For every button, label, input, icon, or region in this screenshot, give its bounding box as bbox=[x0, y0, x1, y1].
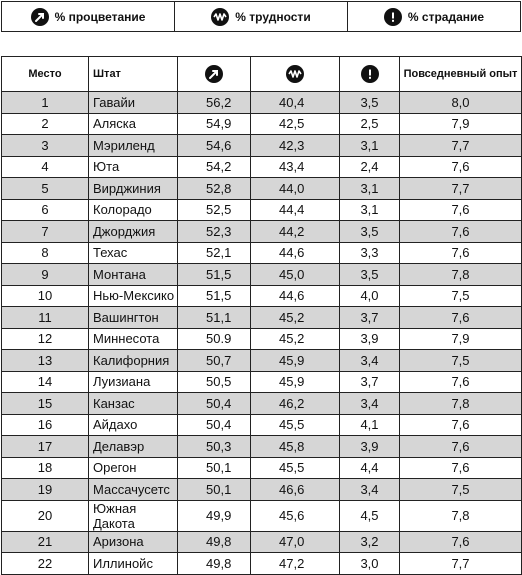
thriving-cell: 54,9 bbox=[178, 113, 251, 135]
state-cell: Луизиана bbox=[89, 371, 178, 393]
table-row bbox=[2, 414, 522, 436]
state-cell: Орегон bbox=[89, 457, 178, 479]
state-cell: Колорадо bbox=[89, 199, 178, 221]
thriving-cell: 49,8 bbox=[178, 553, 251, 575]
header-thriving bbox=[178, 57, 251, 92]
struggling-cell: 46,6 bbox=[251, 479, 340, 501]
suffering-cell: 4,0 bbox=[340, 285, 400, 307]
table-row bbox=[2, 221, 522, 243]
rank-cell: 13 bbox=[2, 350, 89, 372]
legend-label-suffering: % страдание bbox=[407, 9, 485, 24]
thriving-cell: 49,8 bbox=[178, 531, 251, 553]
rank-cell: 18 bbox=[2, 457, 89, 479]
rank-cell: 10 bbox=[2, 285, 89, 307]
struggling-cell: 45,9 bbox=[251, 371, 340, 393]
state-cell: Калифорния bbox=[89, 350, 178, 372]
suffering-cell: 3,3 bbox=[340, 242, 400, 264]
struggling-cell: 42,5 bbox=[251, 113, 340, 135]
suffering-cell: 3,1 bbox=[340, 199, 400, 221]
thriving-cell: 50,1 bbox=[178, 479, 251, 501]
state-cell: Вирджиния bbox=[89, 178, 178, 200]
thriving-cell: 50.9 bbox=[178, 328, 251, 350]
suffering-cell: 3,1 bbox=[340, 135, 400, 157]
struggling-cell: 43,4 bbox=[251, 156, 340, 178]
state-cell: Иллинойс bbox=[89, 553, 178, 575]
state-cell: Джорджия bbox=[89, 221, 178, 243]
rank-cell: 11 bbox=[2, 307, 89, 329]
thriving-cell: 52,8 bbox=[178, 178, 251, 200]
state-cell: Монтана bbox=[89, 264, 178, 286]
thriving-icon bbox=[205, 65, 223, 83]
daily-experience-cell: 7,6 bbox=[400, 199, 522, 221]
state-cell: Мэриленд bbox=[89, 135, 178, 157]
daily-experience-cell: 7,6 bbox=[400, 436, 522, 458]
table-row bbox=[2, 178, 522, 200]
state-cell: Миннесота bbox=[89, 328, 178, 350]
daily-experience-cell: 7,6 bbox=[400, 371, 522, 393]
struggling-cell: 47,2 bbox=[251, 553, 340, 575]
table-row bbox=[2, 328, 522, 350]
daily-experience-cell: 7,7 bbox=[400, 135, 522, 157]
legend-item-thriving bbox=[2, 2, 174, 31]
struggling-cell: 42,3 bbox=[251, 135, 340, 157]
daily-experience-cell: 7,6 bbox=[400, 242, 522, 264]
thriving-cell: 52,3 bbox=[178, 221, 251, 243]
struggling-cell: 44,0 bbox=[251, 178, 340, 200]
state-cell: Нью-Мексико bbox=[89, 285, 178, 307]
state-cell: Техас bbox=[89, 242, 178, 264]
table-row bbox=[2, 264, 522, 286]
thriving-cell: 52,1 bbox=[178, 242, 251, 264]
struggling-cell: 47,0 bbox=[251, 531, 340, 553]
rank-cell: 15 bbox=[2, 393, 89, 415]
suffering-cell: 3,7 bbox=[340, 371, 400, 393]
rank-cell: 2 bbox=[2, 113, 89, 135]
daily-experience-cell: 7,8 bbox=[400, 500, 522, 531]
table-row bbox=[2, 500, 522, 531]
daily-experience-cell: 7,6 bbox=[400, 221, 522, 243]
struggling-cell: 46,2 bbox=[251, 393, 340, 415]
struggling-cell: 45,0 bbox=[251, 264, 340, 286]
daily-experience-cell: 7,9 bbox=[400, 113, 522, 135]
header-state: Штат bbox=[89, 57, 178, 92]
struggling-cell: 44,6 bbox=[251, 242, 340, 264]
suffering-cell: 2,5 bbox=[340, 113, 400, 135]
header-daily-experience: Повседневный опыт bbox=[400, 57, 522, 92]
thriving-cell: 50,1 bbox=[178, 457, 251, 479]
suffering-cell: 3,4 bbox=[340, 393, 400, 415]
table-row bbox=[2, 436, 522, 458]
table-row bbox=[2, 156, 522, 178]
thriving-cell: 54,2 bbox=[178, 156, 251, 178]
daily-experience-cell: 7,6 bbox=[400, 414, 522, 436]
daily-experience-cell: 7,9 bbox=[400, 328, 522, 350]
thriving-cell: 50,5 bbox=[178, 371, 251, 393]
struggling-cell: 44,4 bbox=[251, 199, 340, 221]
suffering-cell: 3,4 bbox=[340, 479, 400, 501]
struggling-cell: 45,9 bbox=[251, 350, 340, 372]
suffering-cell: 4,5 bbox=[340, 500, 400, 531]
rank-cell: 1 bbox=[2, 92, 89, 114]
rank-cell: 12 bbox=[2, 328, 89, 350]
struggling-cell: 45,5 bbox=[251, 457, 340, 479]
rank-cell: 5 bbox=[2, 178, 89, 200]
suffering-icon bbox=[384, 8, 402, 26]
suffering-cell: 3,5 bbox=[340, 264, 400, 286]
table-row bbox=[2, 113, 522, 135]
header-struggling bbox=[251, 57, 340, 92]
suffering-cell: 3,4 bbox=[340, 350, 400, 372]
suffering-cell: 3,0 bbox=[340, 553, 400, 575]
table-row bbox=[2, 307, 522, 329]
legend-label-struggling: % трудности bbox=[235, 9, 311, 24]
suffering-cell: 3,5 bbox=[340, 221, 400, 243]
table-row bbox=[2, 393, 522, 415]
state-cell: Южная Дакота bbox=[89, 500, 178, 531]
struggling-icon bbox=[211, 8, 229, 26]
daily-experience-cell: 7,5 bbox=[400, 285, 522, 307]
state-cell: Аляска bbox=[89, 113, 178, 135]
suffering-cell: 3,2 bbox=[340, 531, 400, 553]
header-suffering bbox=[340, 57, 400, 92]
state-cell: Канзас bbox=[89, 393, 178, 415]
thriving-icon bbox=[31, 8, 49, 26]
state-cell: Юта bbox=[89, 156, 178, 178]
state-cell: Гавайи bbox=[89, 92, 178, 114]
thriving-cell: 51,5 bbox=[178, 264, 251, 286]
suffering-cell: 3,5 bbox=[340, 92, 400, 114]
table-row bbox=[2, 457, 522, 479]
struggling-cell: 40,4 bbox=[251, 92, 340, 114]
daily-experience-cell: 7,5 bbox=[400, 479, 522, 501]
daily-experience-cell: 7,6 bbox=[400, 307, 522, 329]
thriving-cell: 50,3 bbox=[178, 436, 251, 458]
daily-experience-cell: 8,0 bbox=[400, 92, 522, 114]
table-row bbox=[2, 479, 522, 501]
table-row bbox=[2, 285, 522, 307]
rank-cell: 9 bbox=[2, 264, 89, 286]
state-cell: Делавэр bbox=[89, 436, 178, 458]
thriving-cell: 52,5 bbox=[178, 199, 251, 221]
thriving-cell: 50,4 bbox=[178, 414, 251, 436]
struggling-icon bbox=[286, 65, 304, 83]
struggling-cell: 45,6 bbox=[251, 500, 340, 531]
thriving-cell: 51,5 bbox=[178, 285, 251, 307]
suffering-cell: 4,1 bbox=[340, 414, 400, 436]
rank-cell: 8 bbox=[2, 242, 89, 264]
rank-cell: 22 bbox=[2, 553, 89, 575]
thriving-cell: 54,6 bbox=[178, 135, 251, 157]
struggling-cell: 44,6 bbox=[251, 285, 340, 307]
daily-experience-cell: 7,6 bbox=[400, 531, 522, 553]
daily-experience-cell: 7,6 bbox=[400, 457, 522, 479]
state-wellbeing-table bbox=[1, 56, 522, 575]
suffering-cell: 2,4 bbox=[340, 156, 400, 178]
table-row bbox=[2, 242, 522, 264]
state-cell: Вашингтон bbox=[89, 307, 178, 329]
legend-label-thriving: % процветание bbox=[54, 9, 146, 24]
suffering-cell: 3,7 bbox=[340, 307, 400, 329]
thriving-cell: 56,2 bbox=[178, 92, 251, 114]
daily-experience-cell: 7,8 bbox=[400, 393, 522, 415]
rank-cell: 6 bbox=[2, 199, 89, 221]
table-body bbox=[2, 92, 522, 575]
table-row bbox=[2, 531, 522, 553]
struggling-cell: 45,2 bbox=[251, 328, 340, 350]
rank-cell: 16 bbox=[2, 414, 89, 436]
legend-item-struggling bbox=[174, 2, 347, 31]
suffering-cell: 3,1 bbox=[340, 178, 400, 200]
table-row bbox=[2, 350, 522, 372]
rank-cell: 19 bbox=[2, 479, 89, 501]
daily-experience-cell: 7,7 bbox=[400, 178, 522, 200]
rank-cell: 17 bbox=[2, 436, 89, 458]
table-row bbox=[2, 199, 522, 221]
struggling-cell: 45,5 bbox=[251, 414, 340, 436]
suffering-cell: 3,9 bbox=[340, 436, 400, 458]
daily-experience-cell: 7,7 bbox=[400, 553, 522, 575]
suffering-cell: 3,9 bbox=[340, 328, 400, 350]
rank-cell: 20 bbox=[2, 500, 89, 531]
thriving-cell: 50,4 bbox=[178, 393, 251, 415]
struggling-cell: 45,2 bbox=[251, 307, 340, 329]
rank-cell: 21 bbox=[2, 531, 89, 553]
daily-experience-cell: 7,5 bbox=[400, 350, 522, 372]
thriving-cell: 49,9 bbox=[178, 500, 251, 531]
state-cell: Массачусетс bbox=[89, 479, 178, 501]
state-cell: Аризона bbox=[89, 531, 178, 553]
table-row bbox=[2, 135, 522, 157]
table-header-row bbox=[2, 57, 522, 92]
struggling-cell: 44,2 bbox=[251, 221, 340, 243]
rank-cell: 3 bbox=[2, 135, 89, 157]
daily-experience-cell: 7,8 bbox=[400, 264, 522, 286]
table-row bbox=[2, 371, 522, 393]
daily-experience-cell: 7,6 bbox=[400, 156, 522, 178]
state-cell: Айдахо bbox=[89, 414, 178, 436]
table-row bbox=[2, 553, 522, 575]
icon-legend bbox=[1, 1, 521, 32]
suffering-icon bbox=[361, 65, 379, 83]
thriving-cell: 50,7 bbox=[178, 350, 251, 372]
rank-cell: 7 bbox=[2, 221, 89, 243]
struggling-cell: 45,8 bbox=[251, 436, 340, 458]
header-rank: Место bbox=[2, 57, 89, 92]
table-row bbox=[2, 92, 522, 114]
rank-cell: 14 bbox=[2, 371, 89, 393]
legend-item-suffering bbox=[347, 2, 520, 31]
rank-cell: 4 bbox=[2, 156, 89, 178]
thriving-cell: 51,1 bbox=[178, 307, 251, 329]
suffering-cell: 4,4 bbox=[340, 457, 400, 479]
